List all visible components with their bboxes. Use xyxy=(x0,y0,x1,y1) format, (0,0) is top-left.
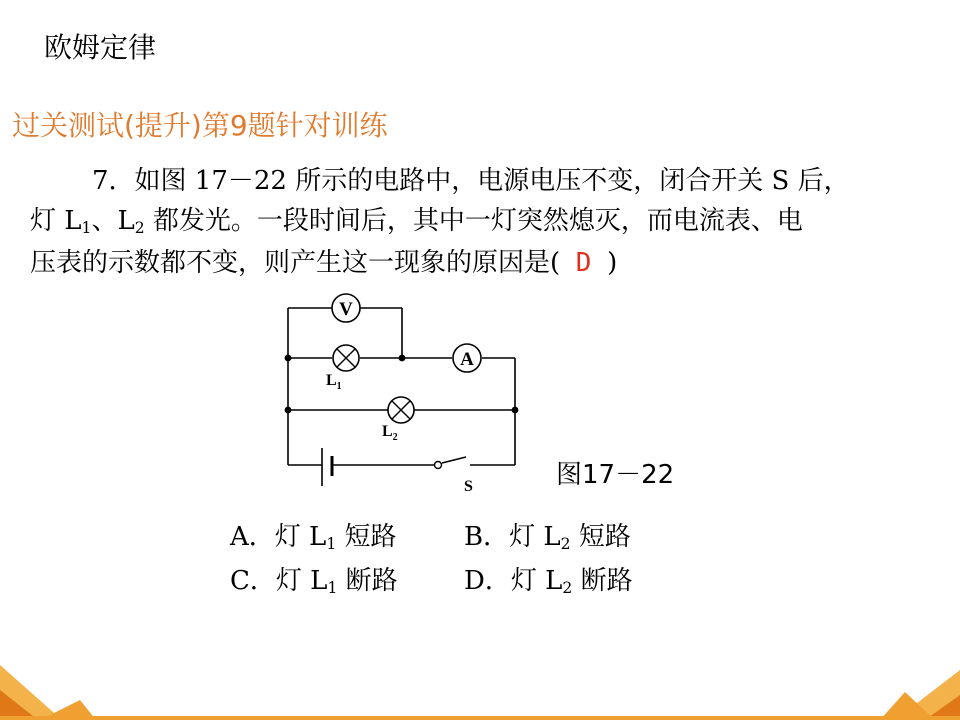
corner-decoration-left xyxy=(0,665,96,720)
option-b: B．灯 $L_2$ 短路 xyxy=(464,522,631,553)
question-line-3: 压表的示数都不变，则产生这一现象的原因是( D ) xyxy=(30,248,618,278)
lamp-l1-label: $L_1$ xyxy=(326,372,342,392)
question-line-1: 7．如图 17－22 所示的电路中，电源电压不变，闭合开关 S 后， xyxy=(92,166,850,196)
figure-caption: 图17－22 xyxy=(556,460,675,490)
option-d: D．灯 $L_2$ 断路 xyxy=(464,566,633,597)
slide-title: 欧姆定律 xyxy=(44,31,157,64)
corner-decoration-right xyxy=(880,670,960,720)
bottom-rule xyxy=(0,716,960,720)
answer-text: D xyxy=(560,248,608,278)
section-heading: 过关测试(提升)第9题针对训练 xyxy=(12,109,388,142)
svg-text:V: V xyxy=(339,299,353,320)
question-line-2: 灯 $L_1$、$L_2$ 都发光。一段时间后，其中一灯突然熄灭，而电流表、电 xyxy=(30,206,803,237)
lamp-l2-label: $L_2$ xyxy=(382,423,398,443)
option-a: A．灯 $L_1$ 短路 xyxy=(230,522,397,553)
svg-text:A: A xyxy=(460,349,474,370)
option-c: C．灯 $L_1$ 断路 xyxy=(230,566,398,597)
switch-label: S xyxy=(464,478,473,495)
